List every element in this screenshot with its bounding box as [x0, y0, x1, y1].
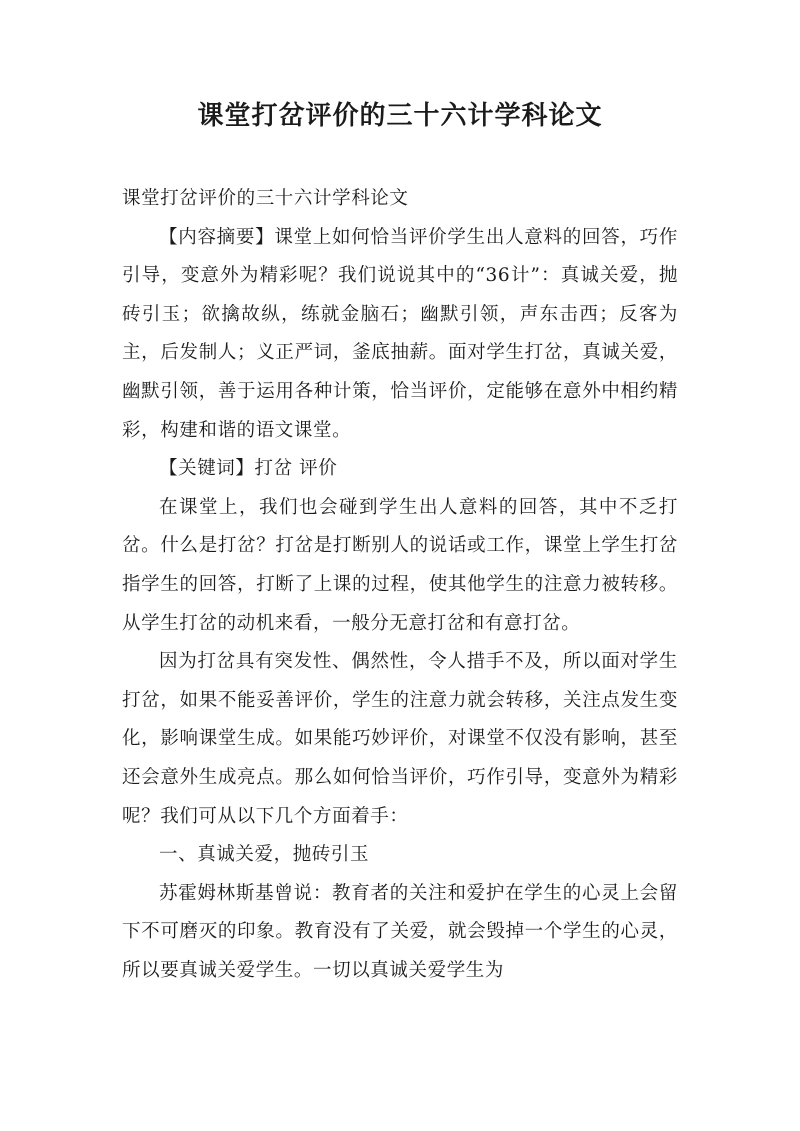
abstract-paragraph: 【内容摘要】课堂上如何恰当评价学生出人意料的回答，巧作引导，变意外为精彩呢？我们说说其中的“36计”：真诚关爱，抛砖引玉；欲擒故纵，练就金脑石；幽默引领，声东击西；反客为主，后发制人；义正严词，釜底抽薪。面对学生打岔，真诚关爱，幽默引领，善于运用各种计策，恰当评价，定能够在意外中相约精彩，构建和谐的语文课堂。	[122, 226, 678, 441]
body-paragraph: 在课堂上，我们也会碰到学生出人意料的回答，其中不乏打岔。什么是打岔？打岔是打断别人的说话或工作，课堂上学生打岔指学生的回答，打断了上课的过程，使其他学生的注意力被转移。从学生打岔的动机来看，一般分无意打岔和有意打岔。	[122, 496, 678, 634]
body-paragraph: 因为打岔具有突发性、偶然性，令人措手不及，所以面对学生打岔，如果不能妥善评价，学生的注意力就会转移，关注点发生变化，影响课堂生成。如果能巧妙评价，对课堂不仅没有影响，甚至还会意外生成亮点。那么如何恰当评价，巧作引导，变意外为精彩呢？我们可从以下几个方面着手：	[122, 651, 678, 827]
keywords-paragraph: 【关键词】打岔 评价	[159, 458, 338, 480]
subtitle-paragraph: 课堂打岔评价的三十六计学科论文	[122, 188, 409, 209]
section-heading: 一、真诚关爱，抛砖引玉	[159, 844, 370, 866]
document-title: 课堂打岔评价的三十六计学科论文	[197, 101, 603, 131]
body-paragraph: 苏霍姆林斯基曾说：教育者的关注和爱护在学生的心灵上会留下不可磨灭的印象。教育没有了关爱，就会毁掉一个学生的心灵，所以要真诚关爱学生。一切以真诚关爱学生为	[122, 882, 678, 981]
document-body	[122, 180, 678, 990]
